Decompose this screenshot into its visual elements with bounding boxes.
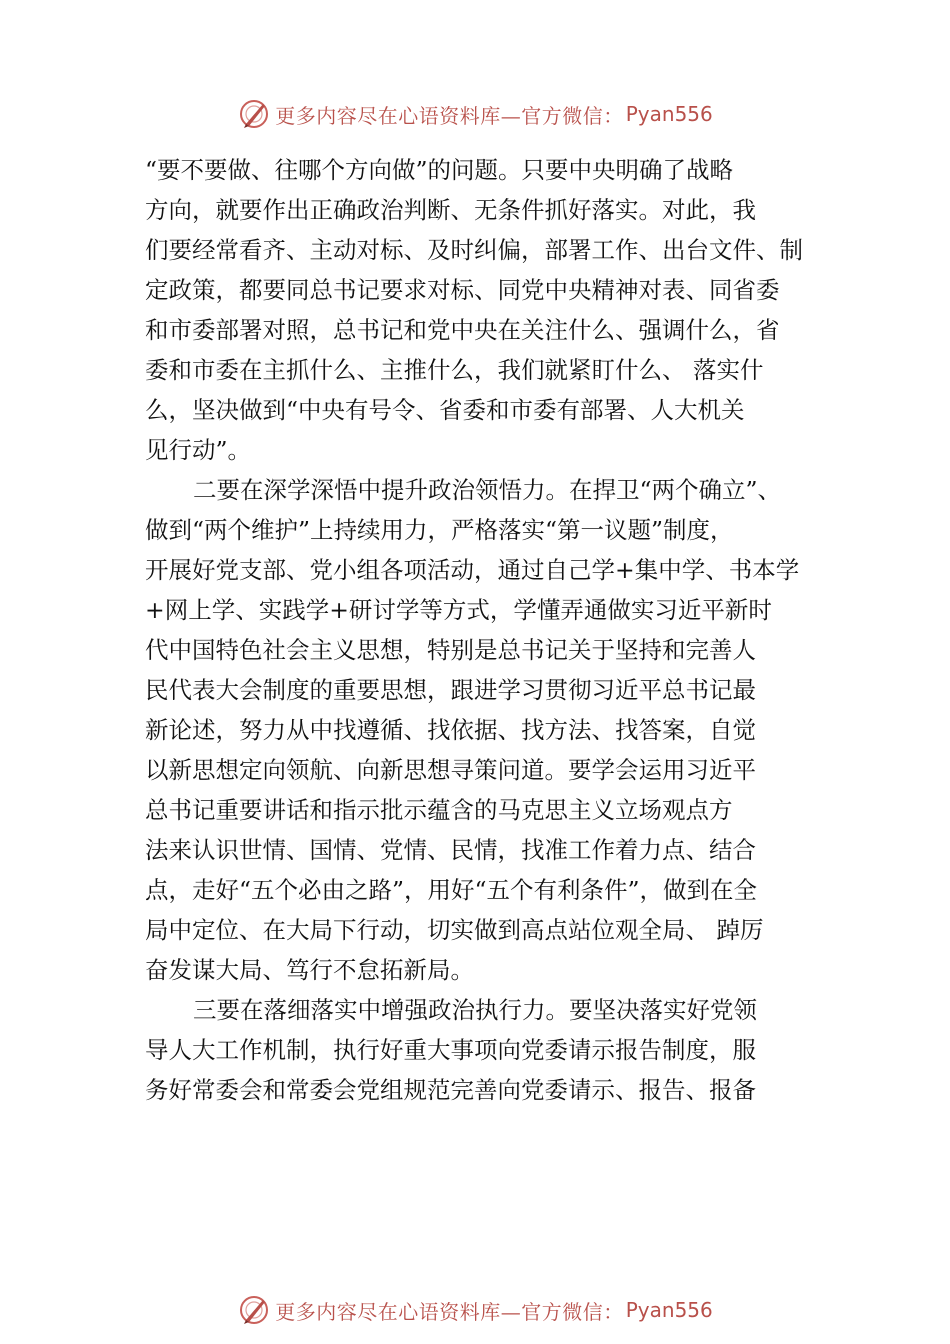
text-line: 定政策，都要同总书记要求对标、同党中央精神对表、同省委 [145,276,780,304]
text-line: 以新思想定向领航、向新思想寻策问道。要学会运用习近平 [145,756,756,784]
paragraph-start-line: 二要在深学深悟中提升政治领悟力。在捍卫“两个确立”、 [193,476,782,504]
text-line: 和市委部署对照，总书记和党中央在关注什么、强调什么，省 [145,316,780,344]
text-line: 民代表大会制度的重要思想，跟进学习贯彻习近平总书记最 [145,676,756,704]
text-line: 委和市委在主抓什么、主推什么，我们就紧盯什么、 落实什 [145,356,764,384]
banner-text: 更多内容尽在心语资料库—官方微信： [275,103,624,128]
paragraph-start-line: 三要在落细落实中增强政治执行力。要坚决落实好党领 [193,996,757,1024]
text-line: +网上学、实践学+研讨学等方式，学懂弄通做实习近平新时 [145,596,772,624]
text-line: 局中定位、在大局下行动，切实做到高点站位观全局、 踔厉 [145,916,764,944]
text-line: 们要经常看齐、主动对标、及时纠偏，部署工作、出台文件、制 [145,236,803,264]
text-line: 做到“两个维护”上持续用力，严格落实“第一议题”制度， [145,516,734,544]
document-body [145,150,815,1110]
text-line: 见行动”。 [145,436,252,464]
text-line: 导人大工作机制，执行好重大事项向党委请示报告制度，服 [145,1036,756,1064]
text-line: 开展好党支部、党小组各项活动，通过自己学+集中学、书本学 [145,556,800,584]
banner-text: 更多内容尽在心语资料库—官方微信： [275,1299,624,1324]
brush-logo-icon [237,97,271,131]
text-line: 总书记重要讲话和指示批示蕴含的马克思主义立场观点方 [145,796,733,824]
text-line: 新论述，努力从中找遵循、找依据、找方法、找答案，自觉 [145,716,756,744]
text-line: 方向，就要作出正确政治判断、无条件抓好落实。对此，我 [145,196,756,224]
banner-wechat-id: Pyan556 [625,102,713,126]
text-line: 代中国特色社会主义思想，特别是总书记关于坚持和完善人 [145,636,756,664]
text-line: 奋发谋大局、笃行不怠拓新局。 [145,956,474,984]
text-line: 么，坚决做到“中央有号令、省委和市委有部署、人大机关 [145,396,745,424]
footer-banner [0,1290,950,1330]
banner-wechat-id: Pyan556 [625,1298,713,1322]
text-line: 务好常委会和常委会党组规范完善向党委请示、报告、报备 [145,1076,756,1104]
header-banner [0,94,950,134]
text-line: 法来认识世情、国情、党情、民情，找准工作着力点、结合 [145,836,756,864]
text-line: “要不要做、往哪个方向做”的问题。只要中央明确了战略 [145,156,734,184]
text-line: 点，走好“五个必由之路”，用好“五个有利条件”，做到在全 [145,876,758,904]
brush-logo-icon [237,1293,271,1327]
